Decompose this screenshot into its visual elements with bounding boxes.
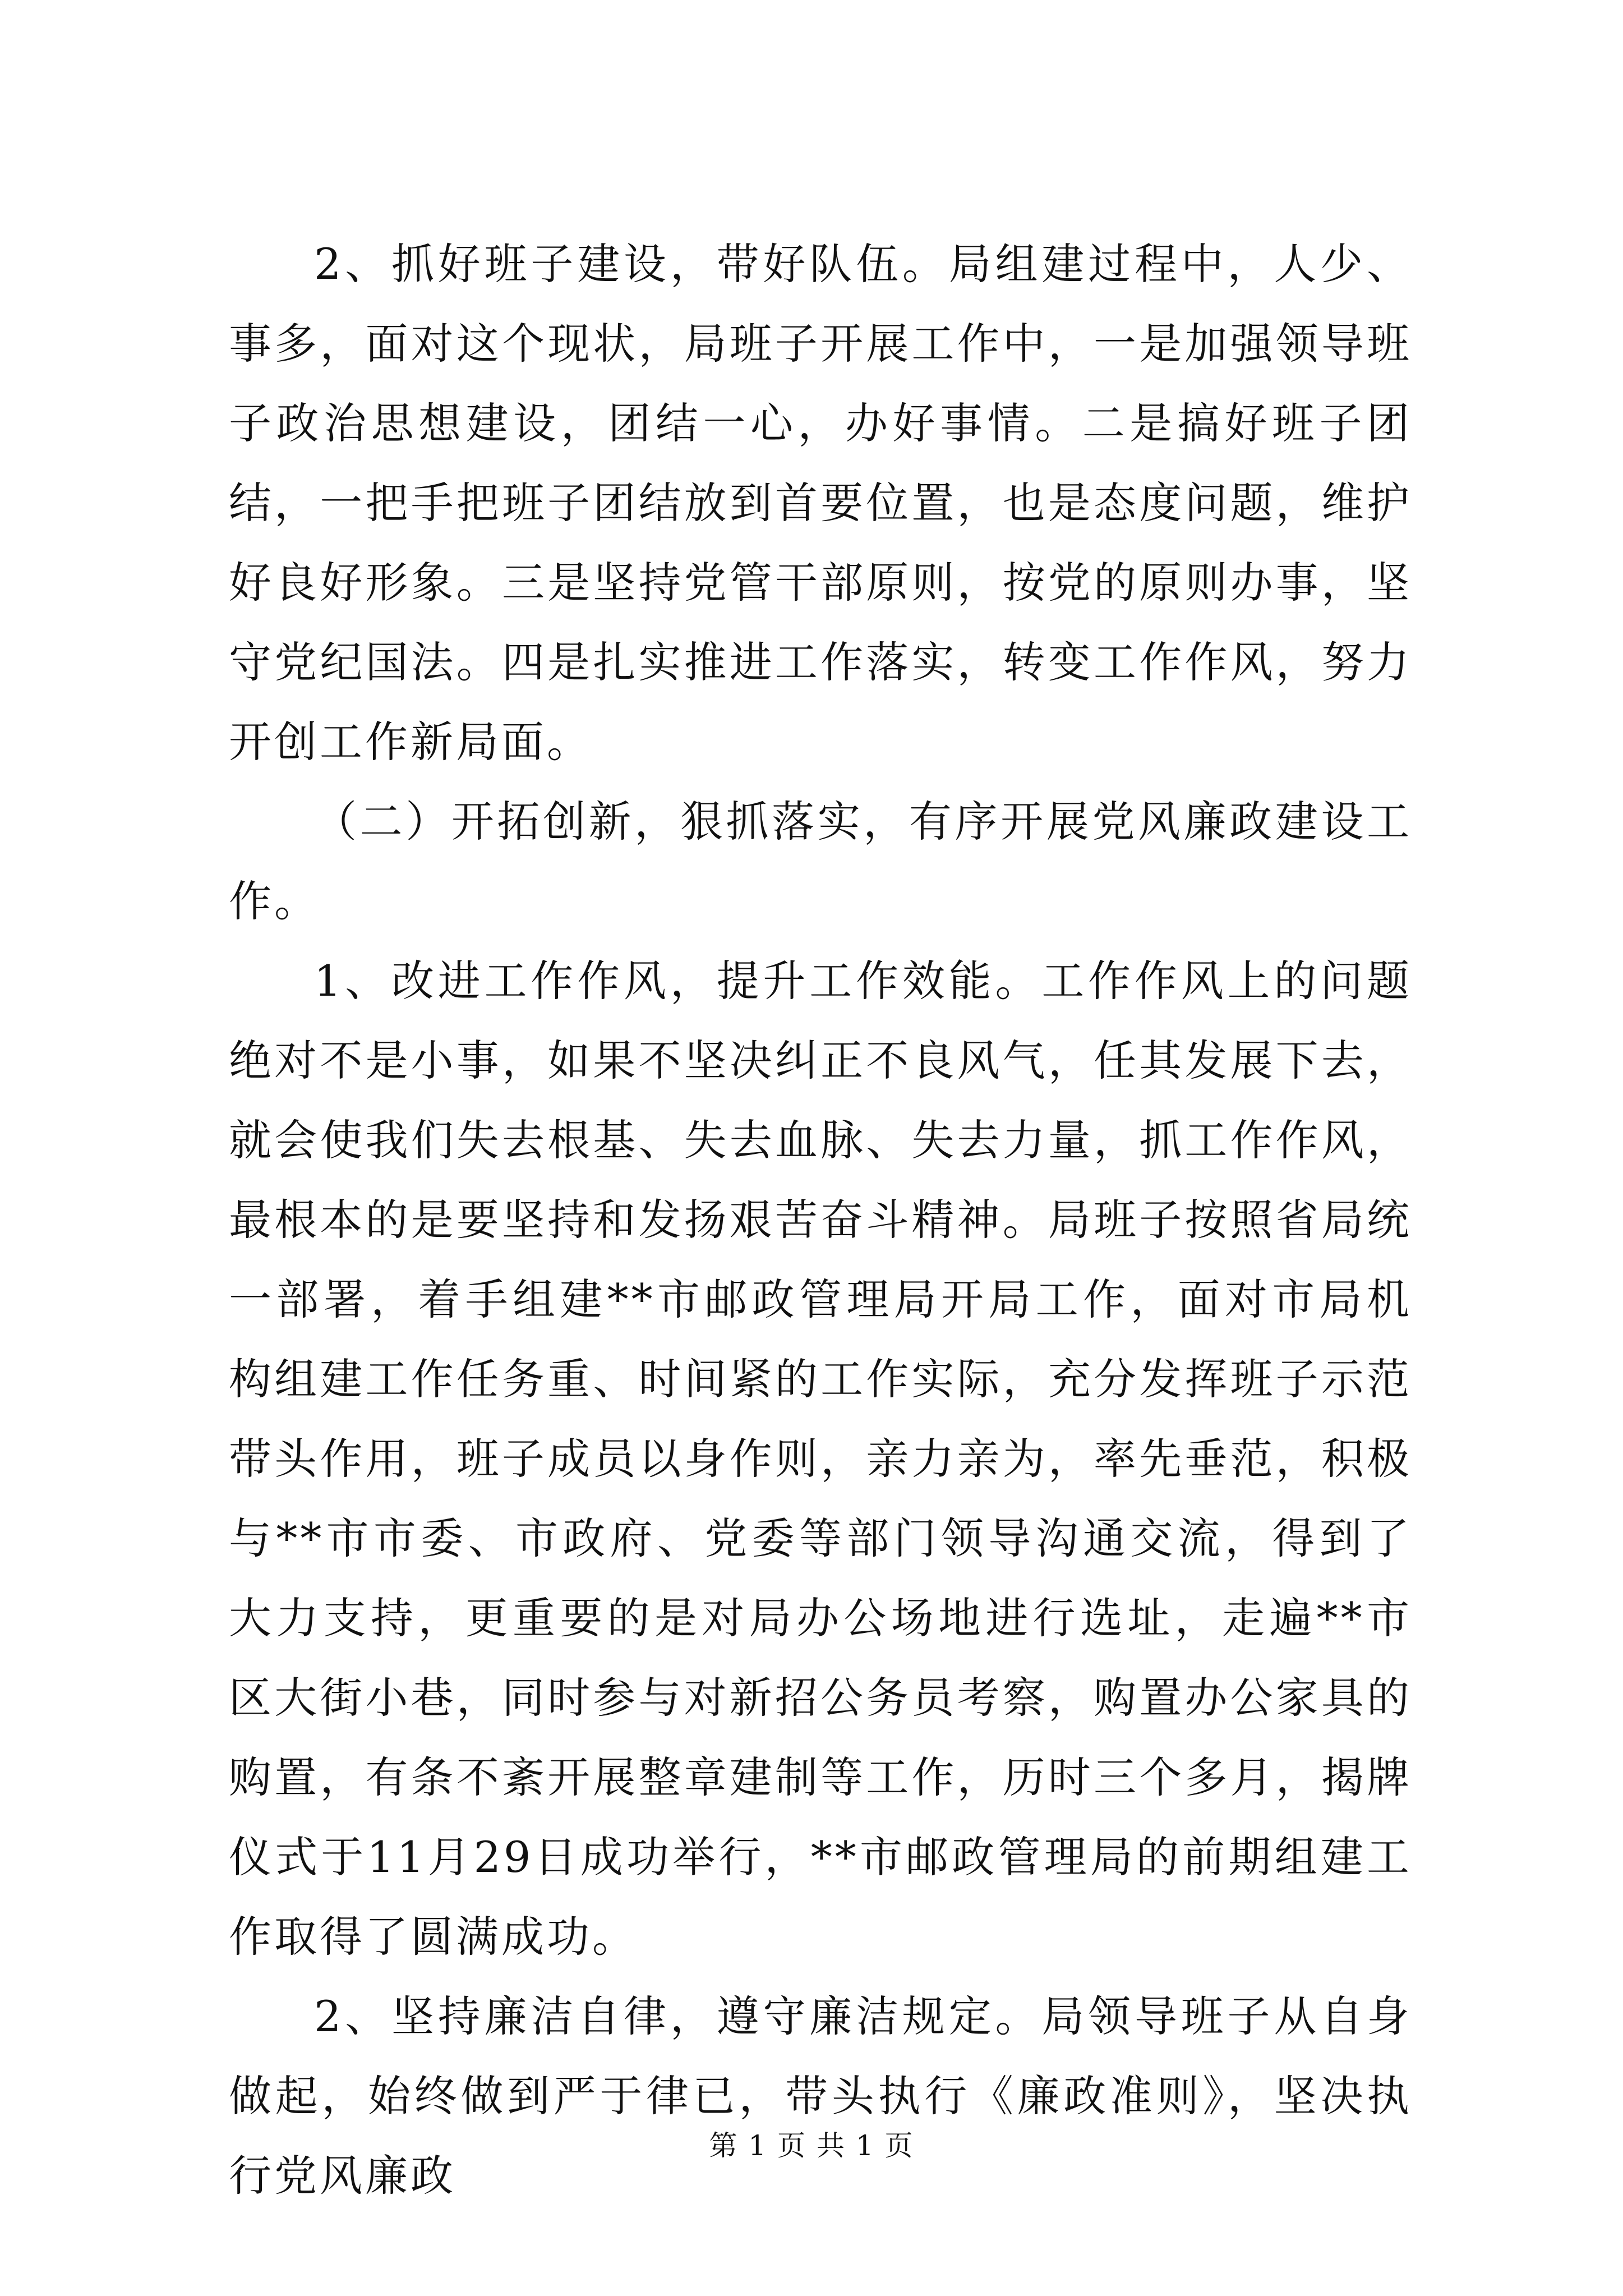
paragraph-team-building: 2、抓好班子建设，带好队伍。局组建过程中，人少、事多，面对这个现状，局班子开展工作中，一是加强领导班子政治思想建设，团结一心，办好事情。二是搞好班子团结，一把手把班子团结放到首要位置，也是态度问题，维护好良好形象。三是坚持党管干部原则，按党的原则办事，坚守党纪国法。四是扎实推进工作落实，转变工作作风，努力开创工作新局面。	[229, 239, 1412, 767]
paragraph-integrity: 2、坚持廉洁自律，遵守廉洁规定。局领导班子从自身做起，始终做到严于律已，带头执行《廉政准则》，坚决执行党风廉政	[229, 1991, 1412, 2201]
page-footer: 第 1 页 共 1 页	[709, 2129, 914, 2162]
paragraph-work-style: 1、改进工作作风，提升工作效能。工作作风上的问题绝对不是小事，如果不坚决纠正不良风气，任其发展下去，就会使我们失去根基、失去血脉、失去力量，抓工作作风，最根本的是要坚持和发扬艰苦奋斗精神。局班子按照省局统一部署，着手组建**市邮政管理局开局工作，面对市局机构组建工作任务重、时间紧的工作实际，充分发挥班子示范带头作用，班子成员以身作则，亲力亲为，率先垂范，积极与**市市委、市政府、党委等部门领导沟通交流，得到了大力支持，更重要的是对局办公场地进行选址，走遍**市区大街小巷，同时参与对新招公务员考察，购置办公家具的购置，有条不紊开展整章建制等工作，历时三个多月，揭牌仪式于11月29日成功举行，**市邮政管理局的前期组建工作取得了圆满成功。	[229, 956, 1412, 1962]
document-body	[229, 224, 1412, 2216]
section-heading-2: （二）开拓创新，狠抓落实，有序开展党风廉政建设工作。	[229, 797, 1412, 926]
